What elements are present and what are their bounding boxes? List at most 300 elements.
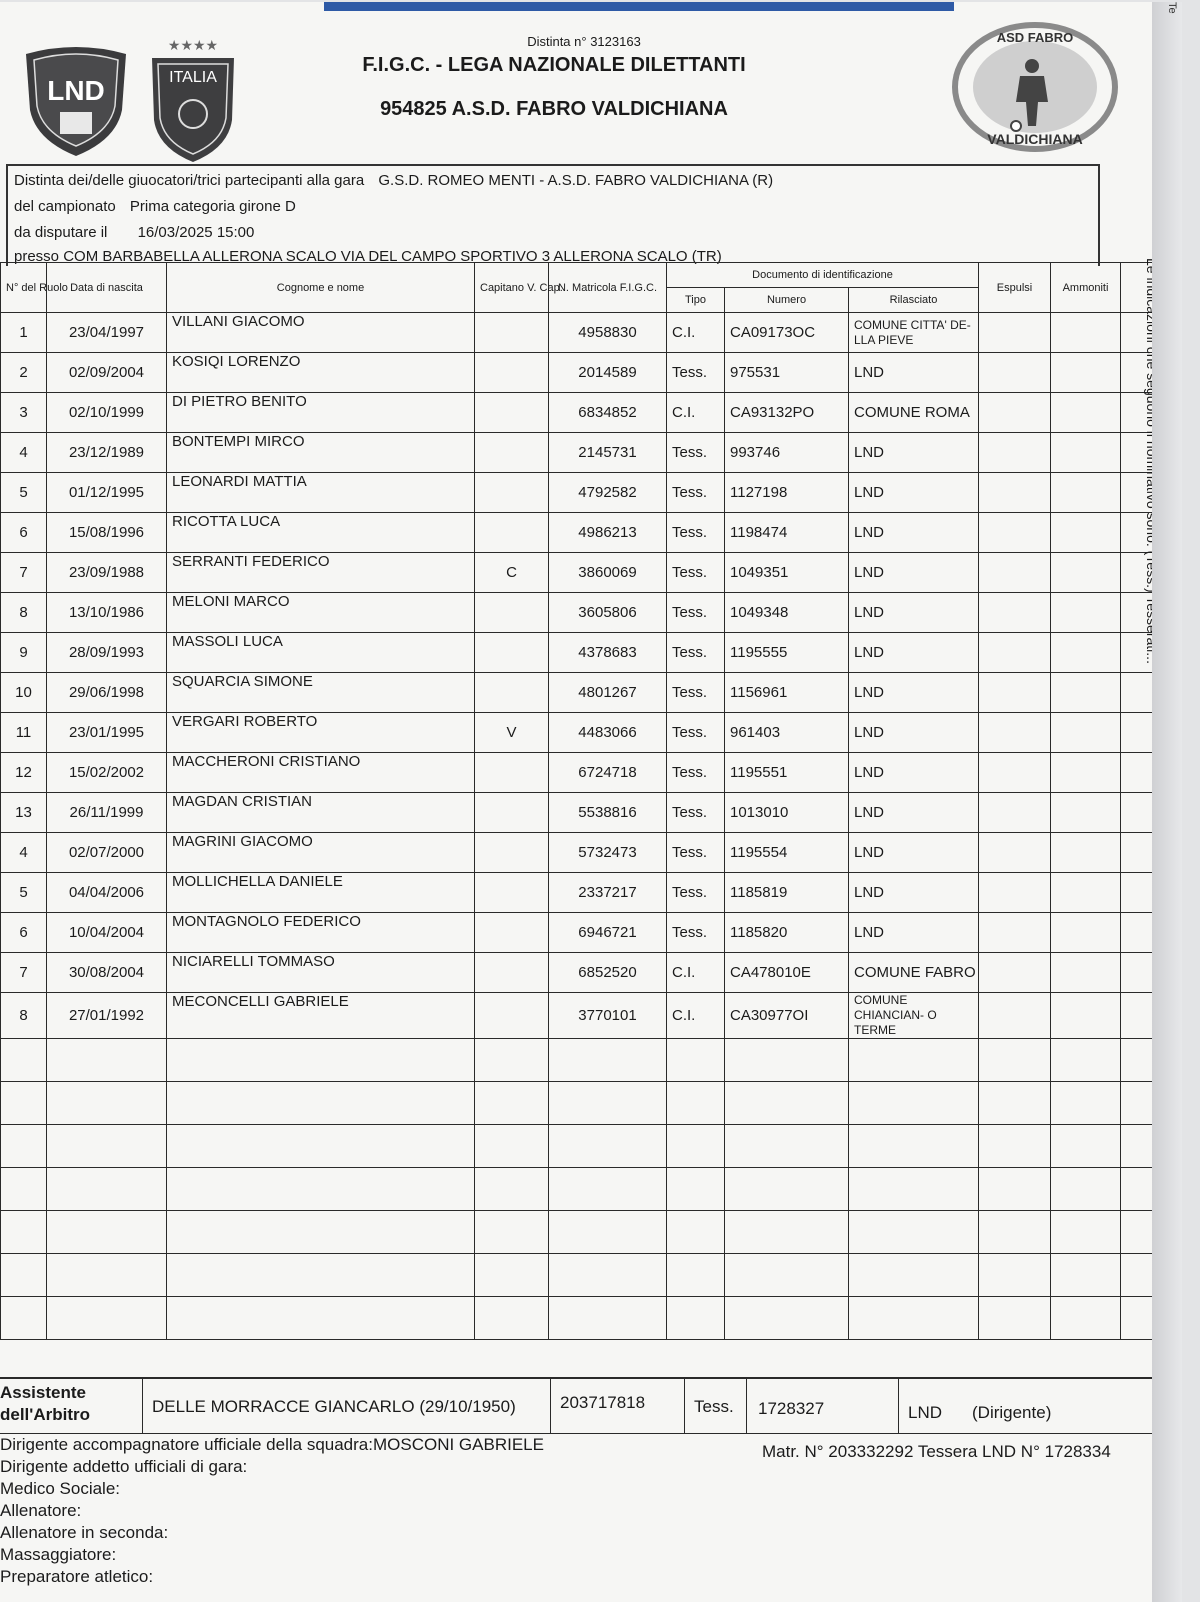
cell-nascita: 26/11/1999 — [47, 793, 167, 833]
assistente-role: (Dirigente) — [972, 1403, 1052, 1422]
cell-capitano — [475, 953, 549, 993]
campionato-label: del campionato — [14, 198, 116, 215]
empty-cell — [1, 1168, 47, 1211]
empty-cell — [549, 1168, 667, 1211]
cell-espulsi — [979, 833, 1051, 873]
cell-nome: MASSOLI LUCA — [167, 633, 475, 673]
empty-cell — [1051, 1168, 1121, 1211]
header-row-1 — [1, 263, 1169, 288]
cell-ruolo: 7 — [1, 553, 47, 593]
cell-capitano — [475, 353, 549, 393]
cell-matricola: 4958830 — [549, 313, 667, 353]
cell-ammoniti — [1051, 633, 1121, 673]
header-rilasciato: Rilasciato — [849, 288, 979, 313]
empty-cell — [549, 1254, 667, 1297]
empty-cell — [979, 1254, 1051, 1297]
cell-numero: CA30977OI — [725, 993, 849, 1039]
empty-cell — [667, 1211, 725, 1254]
cell-tipo: Tess. — [667, 353, 725, 393]
assistente-matricola: 203717818 — [560, 1393, 646, 1412]
empty-row — [1, 1039, 1169, 1082]
empty-cell — [849, 1168, 979, 1211]
cell-nascita: 01/12/1995 — [47, 473, 167, 513]
club-logo — [950, 22, 1120, 152]
empty-cell — [667, 1125, 725, 1168]
cell-nascita: 30/08/2004 — [47, 953, 167, 993]
empty-cell — [667, 1254, 725, 1297]
dirigente-matricola: Matr. N° 203332292 Tessera LND N° 1728334 — [762, 1442, 1111, 1461]
cell-rilasciato: LND — [849, 433, 979, 473]
empty-cell — [475, 1039, 549, 1082]
cell-tipo: Tess. — [667, 433, 725, 473]
empty-cell — [725, 1211, 849, 1254]
cell-matricola: 6834852 — [549, 393, 667, 433]
empty-cell — [1, 1297, 47, 1340]
cell-ruolo: 4 — [1, 833, 47, 873]
empty-cell — [849, 1211, 979, 1254]
cell-nome: VERGARI ROBERTO — [167, 713, 475, 753]
header-espulsi: Espulsi — [979, 263, 1051, 313]
cell-tipo: Tess. — [667, 553, 725, 593]
header-nascita: Data di nascita — [47, 263, 167, 313]
cell-matricola: 6946721 — [549, 913, 667, 953]
cell-tipo: Tess. — [667, 793, 725, 833]
cell-nome: MONTAGNOLO FEDERICO — [167, 913, 475, 953]
table-row — [1, 713, 1169, 753]
cell-rilasciato: COMUNE ROMA — [849, 393, 979, 433]
assistente-numero: 1728327 — [758, 1399, 825, 1418]
cell-ammoniti — [1051, 433, 1121, 473]
cell-numero: 1127198 — [725, 473, 849, 513]
cell-matricola: 4378683 — [549, 633, 667, 673]
cell-ruolo: 11 — [1, 713, 47, 753]
lnd-logo-text: LND — [47, 75, 105, 106]
cell-matricola: 5538816 — [549, 793, 667, 833]
empty-cell — [167, 1211, 475, 1254]
cell-rilasciato: LND — [849, 513, 979, 553]
cell-espulsi — [979, 433, 1051, 473]
assistente-rilasciato: LND — [908, 1403, 943, 1422]
cell-ammoniti — [1051, 953, 1121, 993]
cell-ammoniti — [1051, 753, 1121, 793]
cell-nascita: 15/08/1996 — [47, 513, 167, 553]
empty-cell — [1, 1254, 47, 1297]
cell-nome: KOSIQI LORENZO — [167, 353, 475, 393]
cell-tipo: Tess. — [667, 673, 725, 713]
empty-cell — [549, 1211, 667, 1254]
cell-nascita: 23/12/1989 — [47, 433, 167, 473]
data-label: da disputare il — [14, 224, 108, 241]
cell-ammoniti — [1051, 513, 1121, 553]
cell-ruolo: 5 — [1, 473, 47, 513]
cell-ammoniti — [1051, 833, 1121, 873]
cell-nome: LEONARDI MATTIA — [167, 473, 475, 513]
svg-text:★★★★: ★★★★ — [167, 38, 219, 54]
empty-cell — [549, 1297, 667, 1340]
assistente-row — [0, 1377, 1182, 1434]
table-row — [1, 753, 1169, 793]
cell-nascita: 02/10/1999 — [47, 393, 167, 433]
staff-line: Massaggiatore: — [0, 1545, 117, 1564]
cell-ammoniti — [1051, 873, 1121, 913]
staff-line: Preparatore atletico: — [0, 1567, 154, 1586]
cell-rilasciato: COMUNE CHIANCIAN- O TERME — [849, 993, 979, 1039]
cell-ruolo: 6 — [1, 913, 47, 953]
cell-numero: 975531 — [725, 353, 849, 393]
empty-cell — [47, 1297, 167, 1340]
empty-cell — [725, 1039, 849, 1082]
cell-nascita: 27/01/1992 — [47, 993, 167, 1039]
club-logo-bottom-text: VALDICHIANA — [987, 131, 1083, 147]
cell-capitano — [475, 753, 549, 793]
cell-matricola: 5732473 — [549, 833, 667, 873]
staff-line: Allenatore: — [0, 1501, 82, 1520]
cell-rilasciato: LND — [849, 793, 979, 833]
edge-text: Te — [1166, 2, 1178, 14]
cell-numero: 1195554 — [725, 833, 849, 873]
empty-cell — [849, 1039, 979, 1082]
cell-nome: BONTEMPI MIRCO — [167, 433, 475, 473]
cell-rilasciato: LND — [849, 593, 979, 633]
cell-ruolo: 4 — [1, 433, 47, 473]
empty-row — [1, 1082, 1169, 1125]
empty-cell — [979, 1297, 1051, 1340]
empty-cell — [1051, 1211, 1121, 1254]
empty-row — [1, 1168, 1169, 1211]
data-value: 16/03/2025 15:00 — [137, 224, 255, 241]
cell-ammoniti — [1051, 793, 1121, 833]
staff-line: Dirigente addetto ufficiali di gara: — [0, 1457, 248, 1476]
cell-capitano — [475, 593, 549, 633]
empty-cell — [167, 1254, 475, 1297]
campionato-row — [14, 198, 296, 215]
cell-rilasciato: LND — [849, 473, 979, 513]
cell-tipo: Tess. — [667, 473, 725, 513]
cell-capitano — [475, 633, 549, 673]
cell-tipo: C.I. — [667, 993, 725, 1039]
cell-nascita: 28/09/1993 — [47, 633, 167, 673]
cell-nascita: 02/07/2000 — [47, 833, 167, 873]
empty-row — [1, 1297, 1169, 1340]
divider — [684, 1379, 685, 1433]
cell-espulsi — [979, 593, 1051, 633]
cell-numero: 961403 — [725, 713, 849, 753]
cell-capitano: C — [475, 553, 549, 593]
empty-cell — [549, 1125, 667, 1168]
empty-cell — [167, 1297, 475, 1340]
cell-rilasciato: LND — [849, 873, 979, 913]
table-row — [1, 433, 1169, 473]
empty-cell — [849, 1125, 979, 1168]
cell-matricola: 4986213 — [549, 513, 667, 553]
empty-cell — [725, 1168, 849, 1211]
empty-cell — [549, 1039, 667, 1082]
header-numero: Numero — [725, 288, 849, 313]
header-tipo: Tipo — [667, 288, 725, 313]
cell-nome: VILLANI GIACOMO — [167, 313, 475, 353]
empty-cell — [979, 1211, 1051, 1254]
empty-cell — [1051, 1125, 1121, 1168]
empty-cell — [725, 1254, 849, 1297]
header-matricola: N. Matricola F.I.G.C. — [549, 263, 667, 313]
cell-nome: NICIARELLI TOMMASO — [167, 953, 475, 993]
empty-cell — [725, 1297, 849, 1340]
cell-tipo: C.I. — [667, 313, 725, 353]
table-row — [1, 633, 1169, 673]
cell-matricola: 2337217 — [549, 873, 667, 913]
cell-tipo: C.I. — [667, 953, 725, 993]
empty-cell — [725, 1125, 849, 1168]
table-row — [1, 353, 1169, 393]
gara-label: Distinta dei/delle giuocatori/trici partecipanti alla gara — [14, 172, 365, 189]
cell-matricola: 4483066 — [549, 713, 667, 753]
cell-numero: 1195555 — [725, 633, 849, 673]
cell-espulsi — [979, 633, 1051, 673]
club-logo-top-text: ASD FABRO — [996, 30, 1074, 45]
staff-list — [0, 1434, 544, 1588]
cell-nome: MECONCELLI GABRIELE — [167, 993, 475, 1039]
cell-numero: 993746 — [725, 433, 849, 473]
empty-cell — [667, 1168, 725, 1211]
empty-cell — [1, 1039, 47, 1082]
cell-espulsi — [979, 313, 1051, 353]
cell-espulsi — [979, 873, 1051, 913]
cell-numero: CA09173OC — [725, 313, 849, 353]
empty-cell — [549, 1082, 667, 1125]
lnd-logo — [20, 44, 132, 160]
empty-cell — [1, 1082, 47, 1125]
table-row — [1, 953, 1169, 993]
cell-tipo: Tess. — [667, 833, 725, 873]
cell-ammoniti — [1051, 713, 1121, 753]
cell-ammoniti — [1051, 913, 1121, 953]
roster-body — [1, 313, 1169, 1340]
cell-tipo: Tess. — [667, 913, 725, 953]
cell-numero: 1156961 — [725, 673, 849, 713]
empty-cell — [47, 1082, 167, 1125]
assistente-label-2: dell'Arbitro — [0, 1405, 90, 1424]
empty-cell — [849, 1297, 979, 1340]
cell-rilasciato: LND — [849, 353, 979, 393]
data-row — [14, 224, 254, 241]
assistente-tipo: Tess. — [694, 1397, 734, 1416]
empty-cell — [667, 1297, 725, 1340]
cell-nome: DI PIETRO BENITO — [167, 393, 475, 433]
cell-rilasciato: LND — [849, 673, 979, 713]
presso-row: presso COM BARBABELLA ALLERONA SCALO VIA DEL CAMPO SPORTIVO 3 ALLERONA SCALO (TR) — [14, 248, 722, 265]
roster-sheet — [0, 2, 1182, 1602]
header-ruolo: N° del Ruolo — [1, 263, 47, 313]
header-ammoniti: Ammoniti — [1051, 263, 1121, 313]
header-documento: Documento di identificazione — [667, 263, 979, 288]
background-page-edge — [1152, 2, 1182, 1602]
cell-espulsi — [979, 393, 1051, 433]
cell-tipo: Tess. — [667, 753, 725, 793]
cell-ruolo: 6 — [1, 513, 47, 553]
cell-capitano — [475, 393, 549, 433]
cell-rilasciato: LND — [849, 553, 979, 593]
table-row — [1, 873, 1169, 913]
cell-capitano — [475, 993, 549, 1039]
cell-matricola: 3605806 — [549, 593, 667, 633]
cell-tipo: Tess. — [667, 713, 725, 753]
cell-nascita: 10/04/2004 — [47, 913, 167, 953]
cell-numero: 1195551 — [725, 753, 849, 793]
cell-capitano — [475, 833, 549, 873]
cell-numero: 1185820 — [725, 913, 849, 953]
empty-cell — [475, 1211, 549, 1254]
table-row — [1, 833, 1169, 873]
cell-espulsi — [979, 953, 1051, 993]
cell-nascita: 23/04/1997 — [47, 313, 167, 353]
cell-matricola: 2014589 — [549, 353, 667, 393]
divider — [550, 1379, 551, 1433]
italia-logo-text: ITALIA — [169, 69, 217, 86]
table-row — [1, 993, 1169, 1039]
cell-ruolo: 13 — [1, 793, 47, 833]
cell-ruolo: 8 — [1, 993, 47, 1039]
cell-capitano — [475, 513, 549, 553]
cell-nascita: 29/06/1998 — [47, 673, 167, 713]
cell-capitano: V — [475, 713, 549, 753]
cell-capitano — [475, 793, 549, 833]
table-row — [1, 513, 1169, 553]
empty-row — [1, 1254, 1169, 1297]
assistente-label-1: Assistente — [0, 1383, 86, 1402]
gara-value: G.S.D. ROMEO MENTI - A.S.D. FABRO VALDICHIANA (R) — [378, 172, 774, 189]
cell-nome: MAGDAN CRISTIAN — [167, 793, 475, 833]
divider — [898, 1379, 899, 1433]
empty-cell — [1, 1211, 47, 1254]
cell-ammoniti — [1051, 393, 1121, 433]
table-row — [1, 553, 1169, 593]
cell-numero: CA93132PO — [725, 393, 849, 433]
empty-cell — [979, 1039, 1051, 1082]
cell-numero: 1049351 — [725, 553, 849, 593]
distinta-number: Distinta n° 3123163 — [527, 34, 641, 49]
cell-rilasciato: LND — [849, 753, 979, 793]
empty-cell — [47, 1125, 167, 1168]
cell-espulsi — [979, 513, 1051, 553]
cell-capitano — [475, 673, 549, 713]
table-row — [1, 593, 1169, 633]
cell-matricola: 4792582 — [549, 473, 667, 513]
cell-nome: MAGRINI GIACOMO — [167, 833, 475, 873]
empty-cell — [475, 1297, 549, 1340]
empty-cell — [475, 1254, 549, 1297]
empty-cell — [475, 1082, 549, 1125]
cell-nome: SQUARCIA SIMONE — [167, 673, 475, 713]
cell-espulsi — [979, 913, 1051, 953]
empty-cell — [979, 1125, 1051, 1168]
empty-cell — [167, 1039, 475, 1082]
cell-nome: SERRANTI FEDERICO — [167, 553, 475, 593]
cell-espulsi — [979, 993, 1051, 1039]
federation-title: F.I.G.C. - LEGA NAZIONALE DILETTANTI — [362, 54, 746, 76]
cell-nascita: 13/10/1986 — [47, 593, 167, 633]
cell-ruolo: 7 — [1, 953, 47, 993]
cell-capitano — [475, 473, 549, 513]
cell-ammoniti — [1051, 673, 1121, 713]
cell-ruolo: 1 — [1, 313, 47, 353]
cell-capitano — [475, 313, 549, 353]
staff-line: Dirigente accompagnatore ufficiale della squadra:MOSCONI GABRIELE — [0, 1435, 544, 1454]
empty-cell — [47, 1211, 167, 1254]
roster-table — [0, 262, 1169, 1340]
club-title: 954825 A.S.D. FABRO VALDICHIANA — [380, 98, 728, 120]
cell-nascita: 04/04/2006 — [47, 873, 167, 913]
divider — [746, 1379, 747, 1433]
cell-numero: 1013010 — [725, 793, 849, 833]
cell-espulsi — [979, 353, 1051, 393]
empty-cell — [47, 1039, 167, 1082]
cell-numero: 1049348 — [725, 593, 849, 633]
cell-tipo: C.I. — [667, 393, 725, 433]
cell-matricola: 2145731 — [549, 433, 667, 473]
empty-cell — [47, 1168, 167, 1211]
table-row — [1, 793, 1169, 833]
cell-nome: RICOTTA LUCA — [167, 513, 475, 553]
empty-cell — [725, 1082, 849, 1125]
empty-cell — [47, 1254, 167, 1297]
table-row — [1, 313, 1169, 353]
cell-ammoniti — [1051, 993, 1121, 1039]
empty-cell — [167, 1082, 475, 1125]
cell-tipo: Tess. — [667, 593, 725, 633]
italia-logo — [146, 36, 240, 164]
empty-cell — [667, 1082, 725, 1125]
match-info — [6, 164, 1100, 266]
cell-capitano — [475, 873, 549, 913]
cell-ruolo: 5 — [1, 873, 47, 913]
staff-line: Medico Sociale: — [0, 1479, 121, 1498]
empty-cell — [849, 1082, 979, 1125]
empty-cell — [167, 1125, 475, 1168]
cell-ammoniti — [1051, 473, 1121, 513]
top-blue-strip — [324, 2, 954, 11]
cell-rilasciato: COMUNE CITTA' DE- LLA PIEVE — [849, 313, 979, 353]
empty-cell — [1, 1125, 47, 1168]
cell-tipo: Tess. — [667, 873, 725, 913]
cell-nascita: 02/09/2004 — [47, 353, 167, 393]
cell-espulsi — [979, 793, 1051, 833]
cell-matricola: 4801267 — [549, 673, 667, 713]
empty-row — [1, 1125, 1169, 1168]
cell-numero: 1198474 — [725, 513, 849, 553]
empty-cell — [167, 1168, 475, 1211]
table-row — [1, 913, 1169, 953]
cell-ruolo: 12 — [1, 753, 47, 793]
header-nome: Cognome e nome — [167, 263, 475, 313]
cell-nascita: 23/01/1995 — [47, 713, 167, 753]
assistente-name: DELLE MORRACCE GIANCARLO (29/10/1950) — [152, 1397, 516, 1416]
cell-tipo: Tess. — [667, 513, 725, 553]
cell-matricola: 3770101 — [549, 993, 667, 1039]
empty-cell — [1051, 1039, 1121, 1082]
cell-espulsi — [979, 673, 1051, 713]
cell-espulsi — [979, 713, 1051, 753]
cell-numero: CA478010E — [725, 953, 849, 993]
header-capitano: Capitano V. Cap. — [475, 263, 549, 313]
cell-ammoniti — [1051, 313, 1121, 353]
divider — [142, 1379, 143, 1433]
cell-rilasciato: LND — [849, 633, 979, 673]
cell-ruolo: 10 — [1, 673, 47, 713]
empty-cell — [1051, 1297, 1121, 1340]
cell-rilasciato: LND — [849, 713, 979, 753]
empty-cell — [475, 1125, 549, 1168]
gara-row — [14, 172, 773, 189]
